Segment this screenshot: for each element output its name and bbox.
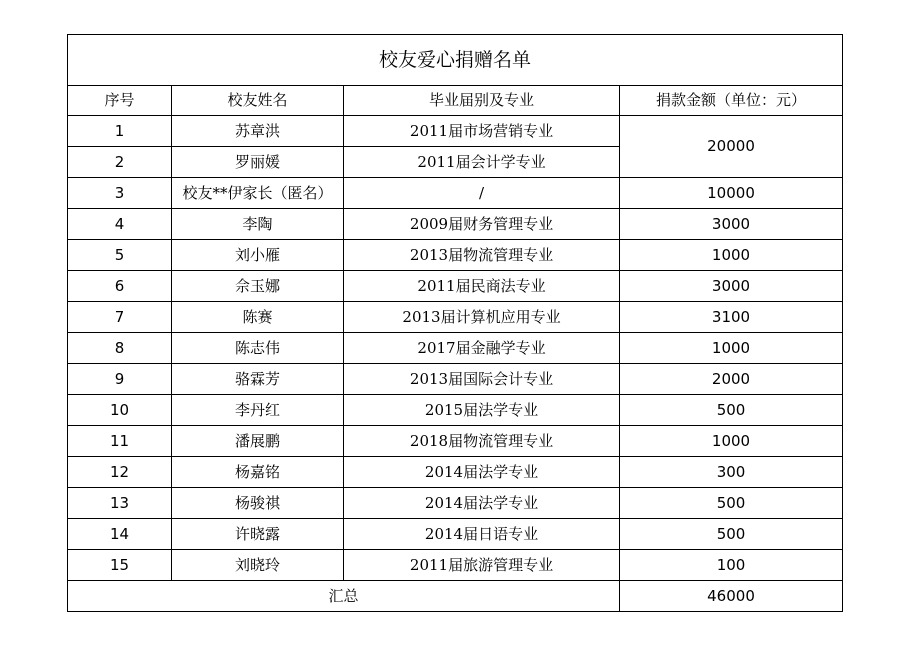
seq-cell: 15 [68, 550, 172, 581]
amount-cell: 10000 [620, 178, 843, 209]
total-row [68, 581, 843, 612]
total-amount: 46000 [620, 581, 843, 612]
major-cell: 2011届旅游管理专业 [344, 550, 620, 581]
name-cell: 陈赛 [172, 302, 344, 333]
table-row [68, 333, 843, 364]
table-title: 校友爱心捐赠名单 [68, 35, 843, 86]
name-cell: 刘小雁 [172, 240, 344, 271]
amount-cell: 100 [620, 550, 843, 581]
table-row [68, 209, 843, 240]
donor-table [67, 34, 843, 612]
name-cell: 李丹红 [172, 395, 344, 426]
name-cell: 骆霖芳 [172, 364, 344, 395]
seq-cell: 3 [68, 178, 172, 209]
name-cell: 李陶 [172, 209, 344, 240]
seq-cell: 8 [68, 333, 172, 364]
major-cell: 2017届金融学专业 [344, 333, 620, 364]
name-cell: 罗丽媛 [172, 147, 344, 178]
seq-cell: 1 [68, 116, 172, 147]
major-cell: 2013届国际会计专业 [344, 364, 620, 395]
seq-cell: 14 [68, 519, 172, 550]
seq-cell: 2 [68, 147, 172, 178]
name-cell: 许晓露 [172, 519, 344, 550]
name-cell: 杨嘉铭 [172, 457, 344, 488]
table-row [68, 302, 843, 333]
table-row [68, 116, 843, 147]
amount-cell: 3000 [620, 209, 843, 240]
amount-cell: 500 [620, 488, 843, 519]
amount-cell: 500 [620, 519, 843, 550]
table-row [68, 457, 843, 488]
seq-cell: 7 [68, 302, 172, 333]
amount-cell: 1000 [620, 240, 843, 271]
major-cell: 2011届会计学专业 [344, 147, 620, 178]
major-cell: 2014届法学专业 [344, 488, 620, 519]
amount-cell: 1000 [620, 426, 843, 457]
major-cell: 2011届市场营销专业 [344, 116, 620, 147]
major-cell: 2014届日语专业 [344, 519, 620, 550]
total-label: 汇总 [68, 581, 620, 612]
table-row [68, 364, 843, 395]
seq-cell: 12 [68, 457, 172, 488]
table-row [68, 426, 843, 457]
name-cell: 佘玉娜 [172, 271, 344, 302]
major-cell: 2013届物流管理专业 [344, 240, 620, 271]
major-cell: 2018届物流管理专业 [344, 426, 620, 457]
seq-cell: 11 [68, 426, 172, 457]
amount-cell: 1000 [620, 333, 843, 364]
merged-amount-cell: 20000 [620, 116, 843, 178]
header-major: 毕业届别及专业 [344, 86, 620, 116]
seq-cell: 10 [68, 395, 172, 426]
major-cell: 2014届法学专业 [344, 457, 620, 488]
major-cell: / [344, 178, 620, 209]
seq-cell: 6 [68, 271, 172, 302]
table-row [68, 271, 843, 302]
major-cell: 2009届财务管理专业 [344, 209, 620, 240]
table-row [68, 488, 843, 519]
name-cell: 苏章洪 [172, 116, 344, 147]
table-row [68, 178, 843, 209]
amount-cell: 500 [620, 395, 843, 426]
donation-sheet [67, 34, 842, 626]
seq-cell: 9 [68, 364, 172, 395]
major-cell: 2011届民商法专业 [344, 271, 620, 302]
name-cell: 潘展鹏 [172, 426, 344, 457]
seq-cell: 5 [68, 240, 172, 271]
name-cell: 刘晓玲 [172, 550, 344, 581]
table-row [68, 240, 843, 271]
major-cell: 2013届计算机应用专业 [344, 302, 620, 333]
amount-cell: 3000 [620, 271, 843, 302]
table-row [68, 519, 843, 550]
table-row [68, 550, 843, 581]
header-amount: 捐款金额（单位：元） [620, 86, 843, 116]
amount-cell: 300 [620, 457, 843, 488]
major-cell: 2015届法学专业 [344, 395, 620, 426]
table-row [68, 395, 843, 426]
header-name: 校友姓名 [172, 86, 344, 116]
amount-cell: 3100 [620, 302, 843, 333]
name-cell: 陈志伟 [172, 333, 344, 364]
name-cell: 校友**伊家长（匿名） [172, 178, 344, 209]
header-seq: 序号 [68, 86, 172, 116]
name-cell: 杨骏祺 [172, 488, 344, 519]
amount-cell: 2000 [620, 364, 843, 395]
seq-cell: 13 [68, 488, 172, 519]
seq-cell: 4 [68, 209, 172, 240]
